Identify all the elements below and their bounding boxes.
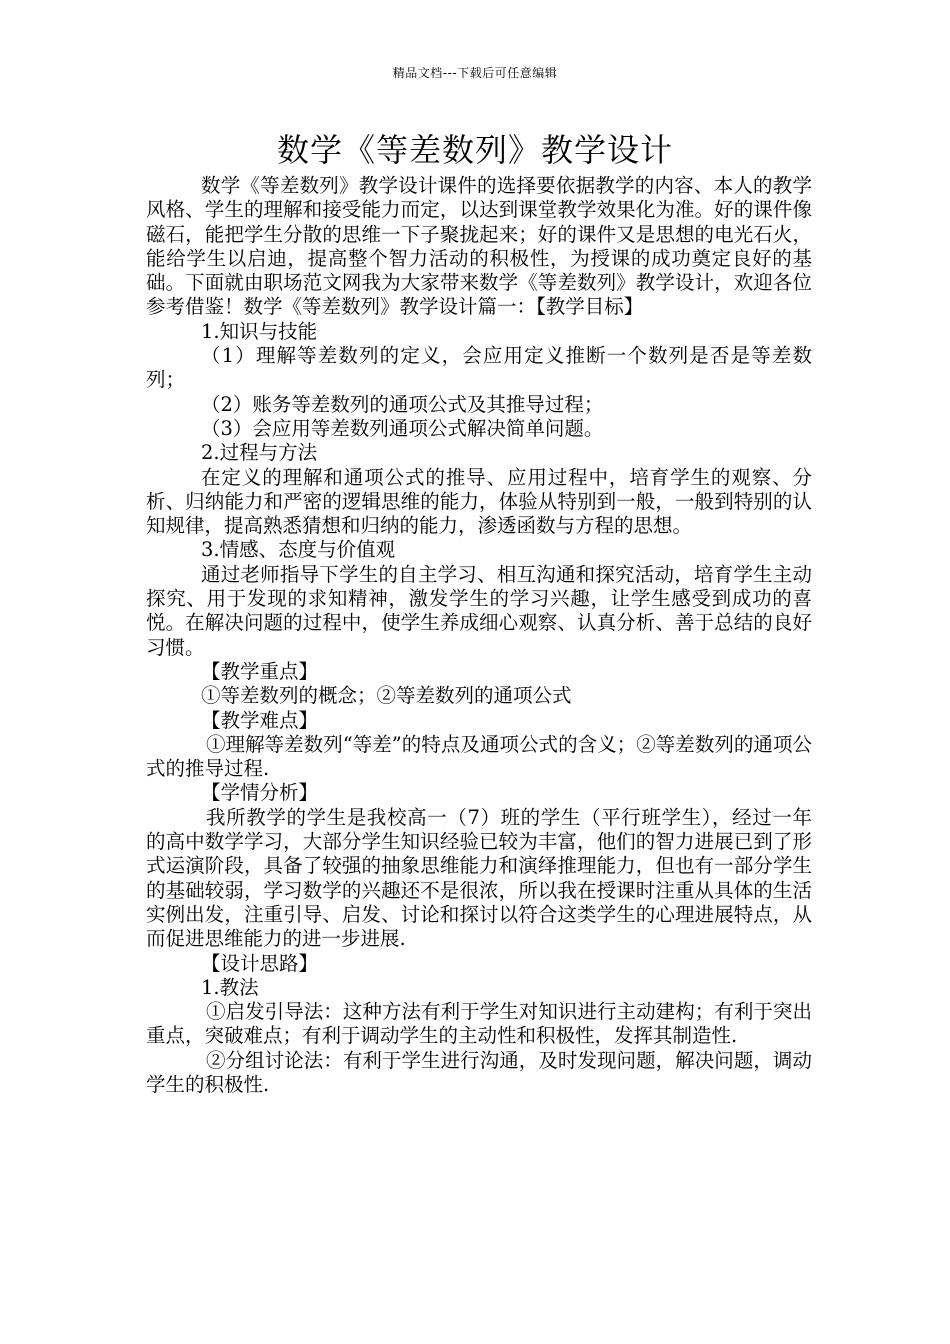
paragraph: ①理解等差数列“等差”的特点及通项公式的含义；②等差数列的通项公式的推导过程. (146, 732, 812, 781)
paragraph: 我所教学的学生是我校高一（7）班的学生（平行班学生），经过一年的高中数学学习，大部分学生知识经验已较为丰富，他们的智力进展已到了形式运演阶段，具备了较强的抽象思维能力和演绎推理能力，但也有一部分学生的基础较弱，学习数学的兴趣还不是很浓，所以我在授课时注重从具体的生活实例出发，注重引导、启发、讨论和探讨以符合这类学生的心理进展特点，从而促进思维能力的进一步进展. (146, 805, 812, 951)
paragraph: 在定义的理解和通项公式的推导、应用过程中，培育学生的观察、分析、归纳能力和严密的逻辑思维的能力，体验从特别到一般，一般到特别的认知规律，提高熟悉猜想和归纳的能力，渗透函数与方程的思想。 (146, 465, 812, 538)
paragraph: ①等差数列的概念；②等差数列的通项公式 (201, 684, 572, 708)
paragraph: （1）理解等差数列的定义，会应用定义推断一个数列是否是等差数列； (146, 344, 812, 392)
page-header: 精品文档---下载后可任意编辑 (392, 66, 558, 80)
document-body (146, 174, 812, 1097)
paragraph: 【教学重点】 (201, 659, 319, 683)
paragraph: （3）会应用等差数列通项公式解决简单问题。 (201, 416, 604, 440)
paragraph: 通过老师指导下学生的自主学习、相互沟通和探究活动，培育学生主动探究、用于发现的求知精神，激发学生的学习兴趣，让学生感受到成功的喜悦。在解决问题的过程中，使学生养成细心观察、认真分析、善于总结的良好习惯。 (146, 562, 812, 659)
paragraph: 1.知识与技能 (201, 319, 318, 343)
document-title: 数学《等差数列》教学设计 (276, 131, 673, 169)
paragraph: 【教学难点】 (201, 708, 319, 732)
paragraph: 2.过程与方法 (201, 441, 318, 465)
paragraph: ①启发引导法：这种方法有利于学生对知识进行主动建构；有利于突出重点，突破难点；有利于调动学生的主动性和积极性，发挥其制造性. (146, 1000, 812, 1048)
paragraph: ②分组讨论法：有利于学生进行沟通，及时发现问题，解决问题，调动学生的积极性. (146, 1048, 812, 1096)
paragraph: 【学情分析】 (201, 781, 319, 805)
paragraph: 【设计思路】 (201, 951, 319, 975)
paragraph: 数学《等差数列》教学设计课件的选择要依据教学的内容、本人的教学风格、学生的理解和接受能力而定，以达到课堂教学效果化为准。好的课件像磁石，能把学生分散的思维一下子聚拢起来；好的课件又是思想的电光石火，能给学生以启迪，提高整个智力活动的积极性，为授课的成功奠定良好的基础。下面就由职场范文网我为大家带来数学《等差数列》教学设计，欢迎各位参考借鉴！数学《等差数列》教学设计篇一：【教学目标】 (146, 174, 812, 319)
paragraph: 3.情感、态度与价值观 (201, 538, 396, 562)
paragraph: 1.教法 (201, 975, 259, 999)
paragraph: （2）账务等差数列的通项公式及其推导过程； (201, 392, 604, 416)
